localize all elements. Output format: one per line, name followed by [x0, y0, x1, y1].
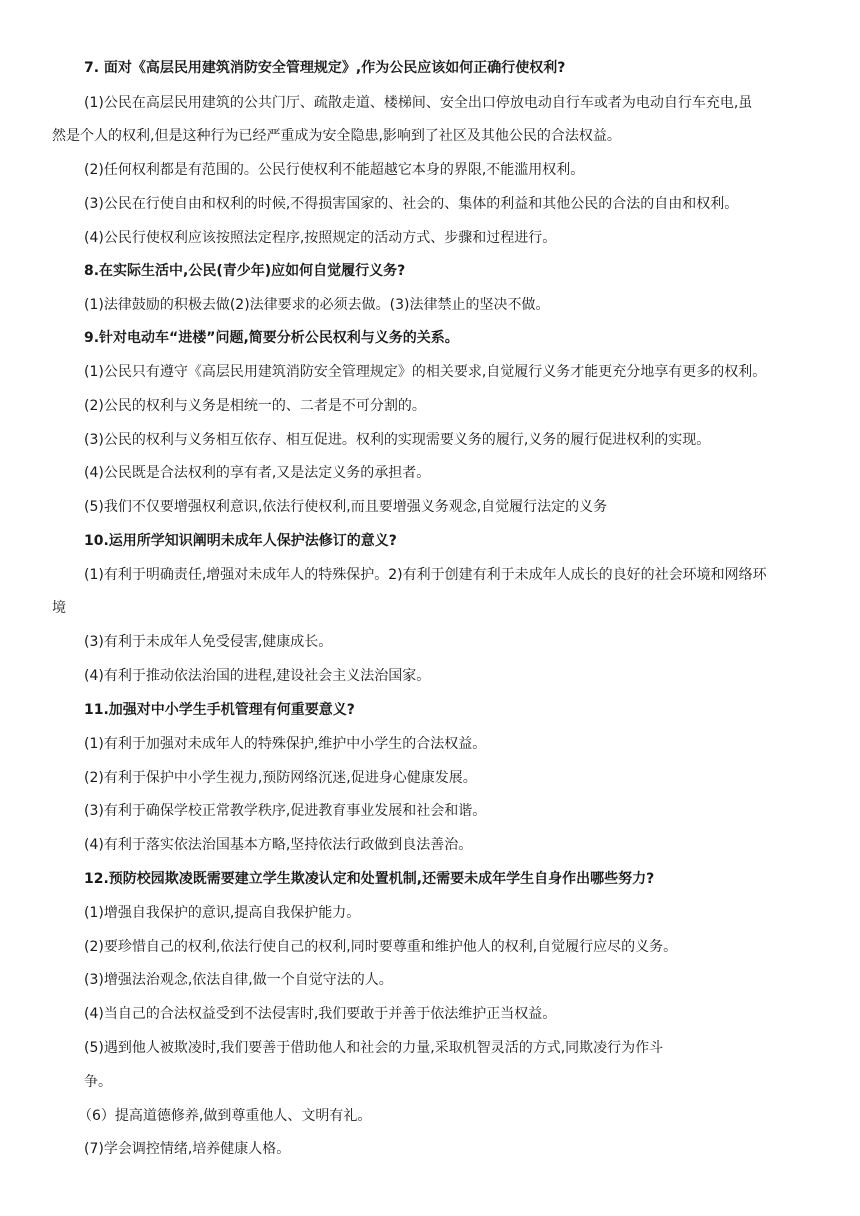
q7-answer-4: (4)公民行使权利应该按照法定程序,按照规定的活动方式、步骤和过程进行。 [84, 230, 557, 246]
q9-answer-2: (2)公民的权利与义务是相统一的、二者是不可分割的。 [84, 398, 426, 414]
q12-answer-5-line-2: 争。 [84, 1074, 112, 1090]
q11-answer-1: (1)有利于加强对未成年人的特殊保护,维护中小学生的合法权益。 [84, 736, 487, 752]
q12-answer-2: (2)要珍惜自己的权利,依法行使自己的权利,同时要尊重和维护他人的权利,自觉履行应尽的义务。 [84, 939, 678, 955]
q9-answer-4: (4)公民既是合法权利的享有者,又是法定义务的承担者。 [84, 465, 431, 481]
q11-answer-3: (3)有利于确保学校正常教学秩序,促进教育事业发展和社会和谐。 [84, 803, 487, 819]
q10-answer-4: (4)有利于推动依法治国的进程,建设社会主义法治国家。 [84, 668, 431, 684]
q12-answer-3: (3)增强法治观念,依法自律,做一个自觉守法的人。 [84, 972, 393, 988]
question-11-title: 11.加强对中小学生手机管理有何重要意义? [84, 702, 355, 718]
q12-answer-1: (1)增强自我保护的意识,提高自我保护能力。 [84, 905, 361, 921]
q12-answer-7: (7)学会调控情绪,培养健康人格。 [84, 1141, 291, 1157]
q8-answer-1: (1)法律鼓励的积极去做(2)法律要求的必须去做。(3)法律禁止的坚决不做。 [84, 297, 550, 313]
q11-answer-2: (2)有利于保护中小学生视力,预防网络沉迷,促进身心健康发展。 [84, 770, 477, 786]
q12-answer-4: (4)当自己的合法权益受到不法侵害时,我们要敢于并善于依法维护正当权益。 [84, 1006, 557, 1022]
q9-answer-5: (5)我们不仅要增强权利意识,依法行使权利,而且要增强义务观念,自觉履行法定的义务 [84, 499, 608, 515]
q10-answer-1-line-2: 境 [52, 600, 66, 616]
q10-answer-3: (3)有利于未成年人免受侵害,健康成长。 [84, 634, 333, 650]
q9-answer-3: (3)公民的权利与义务相互依存、相互促进。权利的实现需要义务的履行,义务的履行促进权利的实现。 [84, 432, 711, 448]
q7-answer-1-line-1: (1)公民在高层民用建筑的公共门厅、疏散走道、楼梯间、安全出口停放电动自行车或者为电动自行车充电,虽 [84, 95, 753, 111]
q10-answer-1-line-1: (1)有利于明确责任,增强对未成年人的特殊保护。2)有利于创建有利于未成年人成长的良好的社会环境和网络环 [84, 567, 767, 583]
q11-answer-4: (4)有利于落实依法治国基本方略,坚持依法行政做到良法善治。 [84, 837, 473, 853]
question-12-title: 12.预防校园欺凌既需要建立学生欺凌认定和处置机制,还需要未成年学生自身作出哪些努力? [84, 871, 655, 887]
question-9-title: 9.针对电动车“进楼”问题,简要分析公民权利与义务的关系。 [84, 330, 459, 346]
question-7-title: 7. 面对《高层民用建筑消防安全管理规定》,作为公民应该如何正确行使权利? [84, 60, 566, 76]
q7-answer-3: (3)公民在行使自由和权利的时候,不得损害国家的、社会的、集体的利益和其他公民的合法的自由和权利。 [84, 196, 739, 212]
q7-answer-1-line-2: 然是个人的权利,但是这种行为已经严重成为安全隐患,影响到了社区及其他公民的合法权益。 [52, 128, 621, 144]
question-8-title: 8.在实际生活中,公民(青少年)应如何自觉履行义务? [84, 263, 406, 279]
q9-answer-1: (1)公民只有遵守《高层民用建筑消防安全管理规定》的相关要求,自觉履行义务才能更充分地享有更多的权利。 [84, 364, 767, 380]
q12-answer-5-line-1: (5)遇到他人被欺凌时,我们要善于借助他人和社会的力量,采取机智灵活的方式,同欺凌行为作斗 [84, 1040, 664, 1056]
q12-answer-6: （6）提高道德修养,做到尊重他人、文明有礼。 [78, 1108, 372, 1124]
q7-answer-2: (2)任何权利都是有范围的。公民行使权利不能超越它本身的界限,不能滥用权利。 [84, 162, 585, 178]
question-10-title: 10.运用所学知识阐明未成年人保护法修订的意义? [84, 533, 397, 549]
